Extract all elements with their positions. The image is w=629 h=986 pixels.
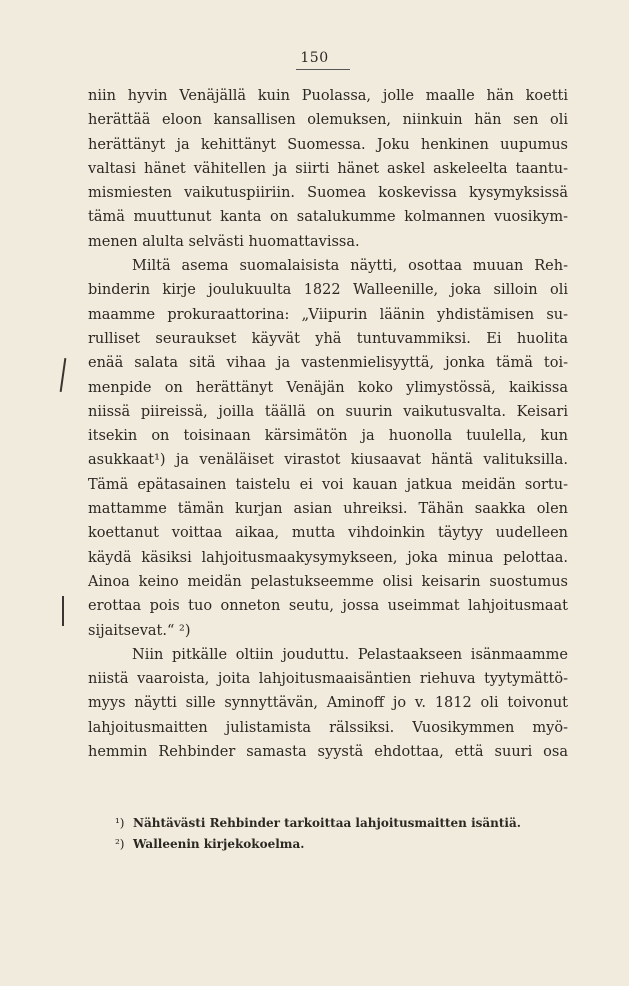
text-line: herättää eloon kansallisen olemuksen, niinkuin hän sen oli: [88, 112, 568, 129]
text-line: Ainoa keino meidän pelastukseemme olisi keisarin suostumus: [88, 573, 568, 590]
text-line: mattamme tämän kurjan asian uhreiksi. Tähän saakka olen: [88, 501, 568, 518]
text-line: itsekin on toisinaan kärsimätön ja huonolla tuulella, kun: [88, 428, 568, 445]
text-line: enää salata sitä vihaa ja vastenmielisyyttä, jonka tämä toi-: [88, 355, 568, 372]
text-line: mismiesten vaikutuspiiriin. Suomea koskevissa kysymyksissä: [88, 185, 568, 202]
text-line: Niin pitkälle oltiin jouduttu. Pelastaakseen isänmaamme: [132, 646, 568, 663]
text-line: hemmin Rehbinder samasta syystä ehdottaa, että suuri osa: [88, 744, 568, 761]
page-number: 150: [300, 50, 329, 66]
text-line: käydä käsiksi lahjoitusmaakysymykseen, joka minua pelottaa.: [88, 549, 568, 566]
text-line: Tämä epätasainen taistelu ei voi kauan jatkua meidän sortu-: [88, 476, 568, 493]
text-line: tämä muuttunut kanta on satalukumme kolmannen vuosikym-: [88, 209, 568, 226]
text-line: koettanut voittaa aikaa, mutta vihdoinkin täytyy uudelleen: [88, 525, 568, 542]
text-line: lahjoitusmaitten julistamista rälssiksi. Vuosikymmen myö-: [88, 719, 568, 736]
footnote-mark: ¹): [115, 816, 125, 830]
text-line: binderin kirje joulukuulta 1822 Walleenille, joka silloin oli: [88, 282, 568, 299]
page-number-rule: [296, 69, 350, 70]
text-line: niissä piireissä, joilla täällä on suurin vaikutusvalta. Keisari: [88, 403, 568, 420]
text-line: valtasi hänet vähitellen ja siirti hänet askel askeleelta taantu-: [88, 160, 568, 177]
text-line: sijaitsevat.“ ²): [88, 622, 191, 639]
text-line: Miltä asema suomalaisista näytti, osottaa muuan Reh-: [132, 258, 568, 275]
footnote-mark: ²): [115, 837, 125, 851]
text-line: niistä vaaroista, joita lahjoitusmaaisäntien riehuva tyytymättö-: [88, 671, 568, 688]
footnotes: [115, 813, 553, 855]
text-line: menen alulta selvästi huomattavissa.: [88, 233, 360, 250]
footnote: [115, 834, 553, 855]
text-line: myys näytti sille synnyttävän, Aminoff jo v. 1812 oli toivonut: [88, 695, 568, 712]
text-line: menpide on herättänyt Venäjän koko ylimystössä, kaikissa: [88, 379, 568, 396]
body-text: [88, 84, 568, 764]
margin-pencil-mark: [60, 358, 67, 392]
footnote-text: Walleenin kirjekokoelma.: [133, 837, 305, 851]
margin-pencil-mark: [62, 596, 64, 626]
text-line: asukkaat¹) ja venäläiset virastot kiusaavat häntä valituksilla.: [88, 452, 568, 469]
text-line: maamme prokuraattorina: „Viipurin läänin yhdistämisen su-: [88, 306, 568, 323]
text-line: niin hyvin Venäjällä kuin Puolassa, jolle maalle hän koetti: [88, 88, 568, 104]
footnote-text: Nähtävästi Rehbinder tarkoittaa lahjoitusmaitten isäntiä.: [133, 816, 521, 830]
text-line: erottaa pois tuo onneton seutu, jossa useimmat lahjoitusmaat: [88, 598, 568, 615]
text-line: herättänyt ja kehittänyt Suomessa. Joku henkinen uupumus: [88, 136, 568, 153]
footnote: [115, 813, 553, 834]
text-line: rulliset seuraukset käyvät yhä tuntuvammiksi. Ei huolita: [88, 330, 568, 347]
